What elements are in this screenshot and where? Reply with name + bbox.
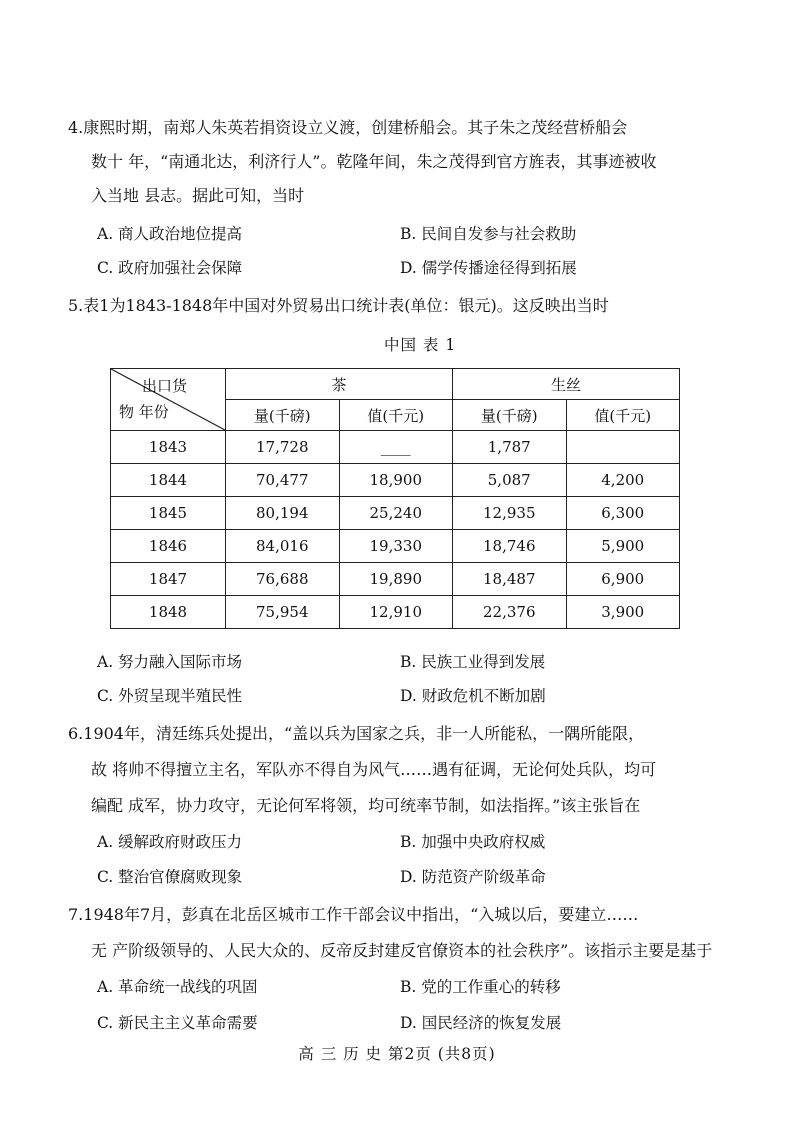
group-header-silk: 生丝 [453, 369, 680, 400]
silk-volume-cell: 12,935 [453, 497, 567, 530]
q4-option-d[interactable]: D. 儒学传播途径得到拓展 [400, 259, 577, 277]
q6-option-d[interactable]: D. 防范资产阶级革命 [400, 868, 546, 886]
table-row [111, 596, 680, 629]
q4-option-c[interactable]: C. 政府加强社会保障 [97, 259, 243, 277]
silk-value-cell: 4,200 [566, 464, 680, 497]
q5-stem-line-1: 5.表1为1843-1848年中国对外贸易出口统计表(单位：银元)。这反映出当时 [68, 296, 609, 315]
q7-option-d[interactable]: D. 国民经济的恢复发展 [400, 1014, 562, 1032]
q4-stem-line-3: 入当地 县志。据此可知，当时 [91, 186, 305, 205]
q6-stem-line-2: 故 将帅不得擅立主名，军队亦不得自为风气……遇有征调，无论何处兵队，均可 [91, 760, 657, 779]
q4-option-b[interactable]: B. 民间自发参与社会救助 [400, 225, 577, 243]
q7-option-b[interactable]: B. 党的工作重心的转移 [400, 978, 561, 996]
q7-option-c[interactable]: C. 新民主主义革命需要 [97, 1014, 258, 1032]
silk-volume-cell: 1,787 [453, 431, 567, 464]
q4-stem-line-2: 数十 年，“南通北达，利济行人”。乾隆年间，朱之茂得到官方旌表，其事迹被收 [91, 152, 657, 171]
tea-volume-cell: 75,954 [226, 596, 340, 629]
silk-volume-cell: 5,087 [453, 464, 567, 497]
group-header-tea: 茶 [226, 369, 453, 400]
subheader: 量(千磅) [453, 400, 567, 431]
tea-value-cell: 25,240 [339, 497, 453, 530]
tea-volume-cell: 76,688 [226, 563, 340, 596]
silk-volume-cell: 18,746 [453, 530, 567, 563]
tea-volume-cell: 70,477 [226, 464, 340, 497]
q6-stem-line-3: 编配 成军，协力攻守，无论何军将领，均可统率节制，如法指挥。”该主张旨在 [91, 796, 641, 815]
silk-value-cell [566, 431, 680, 464]
year-cell: 1847 [111, 563, 226, 596]
q7-option-a[interactable]: A. 革命统一战线的巩固 [97, 978, 258, 996]
page-footer: 高 三 历 史 第2页 (共8页) [298, 1045, 496, 1063]
tea-volume-cell: 80,194 [226, 497, 340, 530]
year-cell: 1845 [111, 497, 226, 530]
table-corner-cell [111, 369, 226, 431]
year-cell: 1844 [111, 464, 226, 497]
silk-volume-cell: 18,487 [453, 563, 567, 596]
table-row [111, 497, 680, 530]
q6-option-c[interactable]: C. 整治官僚腐败现象 [97, 868, 243, 886]
q4-option-a[interactable]: A. 商人政治地位提高 [97, 225, 243, 243]
table-row [111, 464, 680, 497]
q5-option-d[interactable]: D. 财政危机不断加剧 [400, 687, 546, 705]
silk-value-cell: 5,900 [566, 530, 680, 563]
corner-label-bottom: 物 年份 [119, 403, 169, 421]
table-row [111, 563, 680, 596]
export-table [110, 368, 680, 629]
silk-value-cell: 3,900 [566, 596, 680, 629]
tea-volume-cell: 84,016 [226, 530, 340, 563]
q7-stem-line-2: 无 产阶级领导的、人民大众的、反帝反封建反官僚资本的社会秩序”。该指示主要是基于 [91, 941, 713, 960]
q6-option-b[interactable]: B. 加强中央政府权威 [400, 833, 546, 851]
q4-stem-line-1: 4.康熙时期，南郑人朱英若捐资设立义渡，创建桥船会。其子朱之茂经营桥船会 [68, 118, 628, 137]
tea-value-cell: 12,910 [339, 596, 453, 629]
tea-volume-cell: 17,728 [226, 431, 340, 464]
silk-volume-cell: 22,376 [453, 596, 567, 629]
tea-value-cell: ____ [339, 431, 453, 464]
table-row [111, 530, 680, 563]
q5-option-c[interactable]: C. 外贸呈现半殖民性 [97, 687, 243, 705]
year-cell: 1848 [111, 596, 226, 629]
table-row [111, 431, 680, 464]
q6-stem-line-1: 6.1904年，清廷练兵处提出，“盖以兵为国家之兵，非一人所能私，一隅所能限， [68, 724, 645, 743]
silk-value-cell: 6,300 [566, 497, 680, 530]
tea-value-cell: 19,890 [339, 563, 453, 596]
tea-value-cell: 18,900 [339, 464, 453, 497]
year-cell: 1843 [111, 431, 226, 464]
q6-option-a[interactable]: A. 缓解政府财政压力 [97, 833, 243, 851]
corner-label-top: 出口货 [141, 377, 187, 395]
subheader: 量(千磅) [226, 400, 340, 431]
q5-option-b[interactable]: B. 民族工业得到发展 [400, 653, 546, 671]
table-caption: 中国 表 1 [384, 336, 457, 354]
subheader: 值(千元) [339, 400, 453, 431]
subheader: 值(千元) [566, 400, 680, 431]
q5-option-a[interactable]: A. 努力融入国际市场 [97, 653, 243, 671]
silk-value-cell: 6,900 [566, 563, 680, 596]
year-cell: 1846 [111, 530, 226, 563]
q7-stem-line-1: 7.1948年7月，彭真在北岳区城市工作干部会议中指出，“入城以后，要建立…… [68, 905, 639, 924]
tea-value-cell: 19,330 [339, 530, 453, 563]
